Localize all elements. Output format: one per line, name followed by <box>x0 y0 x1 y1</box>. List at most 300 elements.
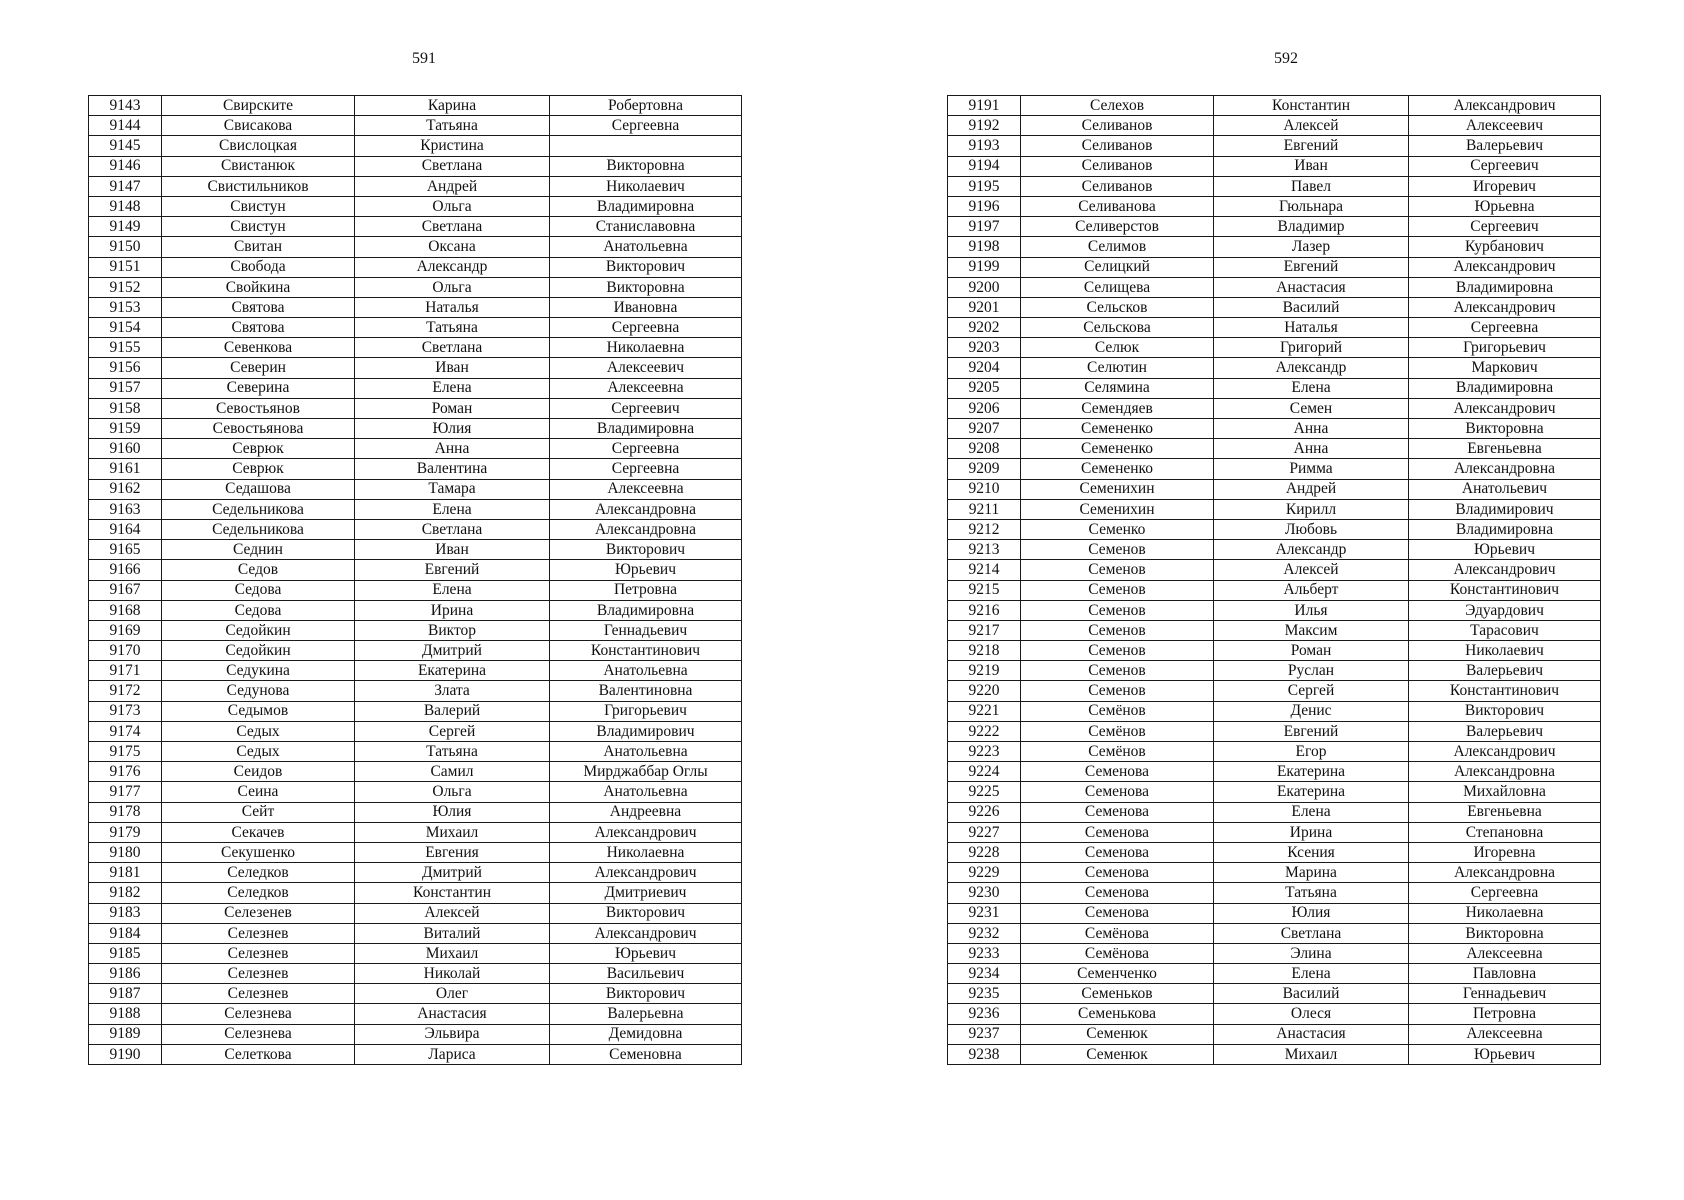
row-number-cell: 9145 <box>89 136 162 156</box>
table-row <box>89 903 742 923</box>
patronymic-cell: Григорьевич <box>550 701 742 721</box>
last-name-cell: Святова <box>162 318 355 338</box>
first-name-cell: Василий <box>1214 297 1409 317</box>
table-row <box>89 176 742 196</box>
last-name-cell: Семенов <box>1021 540 1214 560</box>
row-number-cell: 9211 <box>948 499 1021 519</box>
table-row <box>89 762 742 782</box>
patronymic-cell: Сергеевна <box>550 116 742 136</box>
table-row <box>948 237 1601 257</box>
row-number-cell: 9167 <box>89 580 162 600</box>
patronymic-cell: Юрьевна <box>1409 196 1601 216</box>
first-name-cell: Татьяна <box>355 116 550 136</box>
patronymic-cell: Викторович <box>550 540 742 560</box>
row-number-cell: 9162 <box>89 479 162 499</box>
first-name-cell: Валерий <box>355 701 550 721</box>
first-name-cell: Анастасия <box>1214 1024 1409 1044</box>
first-name-cell: Ольга <box>355 782 550 802</box>
table-row <box>948 984 1601 1004</box>
first-name-cell: Евгения <box>355 842 550 862</box>
patronymic-cell: Александровна <box>1409 863 1601 883</box>
table-row <box>89 964 742 984</box>
last-name-cell: Селямина <box>1021 378 1214 398</box>
first-name-cell: Татьяна <box>355 318 550 338</box>
first-name-cell: Юлия <box>355 802 550 822</box>
patronymic-cell: Николаевич <box>550 176 742 196</box>
last-name-cell: Селеткова <box>162 1044 355 1064</box>
patronymic-cell: Курбанович <box>1409 237 1601 257</box>
patronymic-cell: Александровна <box>550 499 742 519</box>
patronymic-cell: Александровна <box>550 519 742 539</box>
row-number-cell: 9233 <box>948 943 1021 963</box>
last-name-cell: Седунова <box>162 681 355 701</box>
row-number-cell: 9218 <box>948 641 1021 661</box>
last-name-cell: Селезнева <box>162 1004 355 1024</box>
table-row <box>948 96 1601 116</box>
patronymic-cell: Викторович <box>550 257 742 277</box>
row-number-cell: 9194 <box>948 156 1021 176</box>
first-name-cell: Максим <box>1214 620 1409 640</box>
first-name-cell: Андрей <box>355 176 550 196</box>
last-name-cell: Селезнев <box>162 923 355 943</box>
first-name-cell: Ольга <box>355 196 550 216</box>
last-name-cell: Селехов <box>1021 96 1214 116</box>
table-row <box>948 842 1601 862</box>
last-name-cell: Семендяев <box>1021 398 1214 418</box>
table-row <box>89 378 742 398</box>
table-row <box>89 479 742 499</box>
patronymic-cell: Робертовна <box>550 96 742 116</box>
first-name-cell: Светлана <box>355 156 550 176</box>
last-name-cell: Семенова <box>1021 863 1214 883</box>
table-row <box>948 943 1601 963</box>
row-number-cell: 9228 <box>948 842 1021 862</box>
table-row <box>948 721 1601 741</box>
first-name-cell: Александр <box>1214 540 1409 560</box>
patronymic-cell: Александрович <box>550 923 742 943</box>
table-row <box>89 519 742 539</box>
table-row <box>89 641 742 661</box>
row-number-cell: 9205 <box>948 378 1021 398</box>
table-row <box>89 257 742 277</box>
first-name-cell: Злата <box>355 681 550 701</box>
first-name-cell: Марина <box>1214 863 1409 883</box>
table-row <box>948 499 1601 519</box>
row-number-cell: 9180 <box>89 842 162 862</box>
last-name-cell: Свойкина <box>162 277 355 297</box>
first-name-cell: Юлия <box>355 419 550 439</box>
first-name-cell: Кирилл <box>1214 499 1409 519</box>
last-name-cell: Семенова <box>1021 762 1214 782</box>
row-number-cell: 9201 <box>948 297 1021 317</box>
first-name-cell: Анастасия <box>355 1004 550 1024</box>
patronymic-cell: Юрьевич <box>1409 540 1601 560</box>
table-row <box>89 277 742 297</box>
table-row <box>89 196 742 216</box>
table-row <box>89 863 742 883</box>
last-name-cell: Семенова <box>1021 903 1214 923</box>
first-name-cell: Гюльнара <box>1214 196 1409 216</box>
last-name-cell: Седов <box>162 560 355 580</box>
row-number-cell: 9164 <box>89 519 162 539</box>
table-row <box>948 641 1601 661</box>
last-name-cell: Семенова <box>1021 822 1214 842</box>
first-name-cell: Евгений <box>1214 257 1409 277</box>
first-name-cell: Ирина <box>1214 822 1409 842</box>
first-name-cell: Юлия <box>1214 903 1409 923</box>
table-row <box>89 156 742 176</box>
last-name-cell: Семенихин <box>1021 479 1214 499</box>
patronymic-cell: Владимирович <box>1409 499 1601 519</box>
table-row <box>948 297 1601 317</box>
first-name-cell: Самил <box>355 762 550 782</box>
last-name-cell: Седых <box>162 742 355 762</box>
last-name-cell: Семёнова <box>1021 943 1214 963</box>
table-row <box>89 338 742 358</box>
last-name-cell: Семенова <box>1021 883 1214 903</box>
first-name-cell: Алексей <box>1214 560 1409 580</box>
last-name-cell: Семенко <box>1021 519 1214 539</box>
last-name-cell: Сейт <box>162 802 355 822</box>
first-name-cell: Олег <box>355 984 550 1004</box>
last-name-cell: Сельсков <box>1021 297 1214 317</box>
register-table-left <box>88 95 742 1065</box>
patronymic-cell: Тарасович <box>1409 620 1601 640</box>
patronymic-cell: Викторович <box>550 903 742 923</box>
first-name-cell: Валентина <box>355 459 550 479</box>
patronymic-cell: Александровна <box>1409 459 1601 479</box>
first-name-cell: Сергей <box>355 721 550 741</box>
first-name-cell: Татьяна <box>1214 883 1409 903</box>
first-name-cell: Михаил <box>355 943 550 963</box>
patronymic-cell: Мирджаббар Оглы <box>550 762 742 782</box>
table-row <box>948 903 1601 923</box>
table-row <box>89 943 742 963</box>
patronymic-cell: Сергеевна <box>1409 318 1601 338</box>
table-row <box>89 297 742 317</box>
first-name-cell: Константин <box>355 883 550 903</box>
row-number-cell: 9236 <box>948 1004 1021 1024</box>
table-row <box>948 378 1601 398</box>
first-name-cell: Семен <box>1214 398 1409 418</box>
patronymic-cell: Николаевна <box>550 842 742 862</box>
table-row <box>948 217 1601 237</box>
last-name-cell: Секушенко <box>162 842 355 862</box>
row-number-cell: 9199 <box>948 257 1021 277</box>
patronymic-cell: Сергеевич <box>550 398 742 418</box>
row-number-cell: 9206 <box>948 398 1021 418</box>
last-name-cell: Свистильников <box>162 176 355 196</box>
first-name-cell: Карина <box>355 96 550 116</box>
first-name-cell: Светлана <box>355 338 550 358</box>
last-name-cell: Семеньков <box>1021 984 1214 1004</box>
last-name-cell: Семенов <box>1021 620 1214 640</box>
table-row <box>948 782 1601 802</box>
table-row <box>948 1004 1601 1024</box>
first-name-cell: Татьяна <box>355 742 550 762</box>
patronymic-cell: Юрьевич <box>1409 1044 1601 1064</box>
table-row <box>948 701 1601 721</box>
row-number-cell: 9193 <box>948 136 1021 156</box>
first-name-cell: Ольга <box>355 277 550 297</box>
last-name-cell: Селиванова <box>1021 196 1214 216</box>
table-row <box>948 318 1601 338</box>
last-name-cell: Севенкова <box>162 338 355 358</box>
table-row <box>948 156 1601 176</box>
first-name-cell: Виталий <box>355 923 550 943</box>
row-number-cell: 9229 <box>948 863 1021 883</box>
last-name-cell: Семенов <box>1021 641 1214 661</box>
row-number-cell: 9183 <box>89 903 162 923</box>
first-name-cell: Егор <box>1214 742 1409 762</box>
first-name-cell: Ксения <box>1214 842 1409 862</box>
patronymic-cell: Сергеевич <box>1409 156 1601 176</box>
last-name-cell: Семенихин <box>1021 499 1214 519</box>
table-row <box>948 398 1601 418</box>
first-name-cell: Владимир <box>1214 217 1409 237</box>
table-row <box>948 116 1601 136</box>
table-row <box>948 863 1601 883</box>
table-row <box>89 398 742 418</box>
first-name-cell: Анна <box>1214 419 1409 439</box>
first-name-cell: Роман <box>355 398 550 418</box>
patronymic-cell: Александрович <box>1409 297 1601 317</box>
table-row <box>89 560 742 580</box>
table-row <box>89 802 742 822</box>
row-number-cell: 9171 <box>89 661 162 681</box>
last-name-cell: Седельникова <box>162 499 355 519</box>
table-row <box>948 176 1601 196</box>
row-number-cell: 9147 <box>89 176 162 196</box>
last-name-cell: Северина <box>162 378 355 398</box>
row-number-cell: 9165 <box>89 540 162 560</box>
row-number-cell: 9217 <box>948 620 1021 640</box>
first-name-cell: Светлана <box>355 519 550 539</box>
last-name-cell: Селедков <box>162 883 355 903</box>
patronymic-cell: Анатольевна <box>550 742 742 762</box>
last-name-cell: Селезнев <box>162 984 355 1004</box>
row-number-cell: 9152 <box>89 277 162 297</box>
last-name-cell: Семененко <box>1021 419 1214 439</box>
row-number-cell: 9224 <box>948 762 1021 782</box>
patronymic-cell: Анатольевич <box>1409 479 1601 499</box>
table-row <box>948 338 1601 358</box>
patronymic-cell: Игоревна <box>1409 842 1601 862</box>
patronymic-cell: Алексеевна <box>1409 1024 1601 1044</box>
table-row <box>89 822 742 842</box>
patronymic-cell: Валерьевич <box>1409 136 1601 156</box>
table-row <box>89 237 742 257</box>
first-name-cell: Эльвира <box>355 1024 550 1044</box>
last-name-cell: Свистун <box>162 196 355 216</box>
patronymic-cell: Владимировна <box>1409 378 1601 398</box>
last-name-cell: Сеидов <box>162 762 355 782</box>
page-number-right: 592 <box>1274 50 1298 67</box>
row-number-cell: 9168 <box>89 600 162 620</box>
table-row <box>89 842 742 862</box>
patronymic-cell: Евгеньевна <box>1409 439 1601 459</box>
patronymic-cell: Валерьевич <box>1409 661 1601 681</box>
first-name-cell: Константин <box>1214 96 1409 116</box>
table-row <box>948 196 1601 216</box>
table-row <box>89 459 742 479</box>
row-number-cell: 9237 <box>948 1024 1021 1044</box>
last-name-cell: Севостьянова <box>162 419 355 439</box>
row-number-cell: 9221 <box>948 701 1021 721</box>
patronymic-cell: Станиславовна <box>550 217 742 237</box>
row-number-cell: 9196 <box>948 196 1021 216</box>
row-number-cell: 9197 <box>948 217 1021 237</box>
row-number-cell: 9189 <box>89 1024 162 1044</box>
last-name-cell: Семенченко <box>1021 964 1214 984</box>
row-number-cell: 9178 <box>89 802 162 822</box>
last-name-cell: Северин <box>162 358 355 378</box>
row-number-cell: 9202 <box>948 318 1021 338</box>
patronymic-cell: Маркович <box>1409 358 1601 378</box>
row-number-cell: 9148 <box>89 196 162 216</box>
patronymic-cell: Степановна <box>1409 822 1601 842</box>
patronymic-cell: Демидовна <box>550 1024 742 1044</box>
row-number-cell: 9185 <box>89 943 162 963</box>
last-name-cell: Семенюк <box>1021 1024 1214 1044</box>
patronymic-cell: Алексеевна <box>550 479 742 499</box>
row-number-cell: 9157 <box>89 378 162 398</box>
first-name-cell: Илья <box>1214 600 1409 620</box>
table-row <box>948 136 1601 156</box>
row-number-cell: 9177 <box>89 782 162 802</box>
row-number-cell: 9173 <box>89 701 162 721</box>
row-number-cell: 9234 <box>948 964 1021 984</box>
row-number-cell: 9222 <box>948 721 1021 741</box>
row-number-cell: 9169 <box>89 620 162 640</box>
patronymic-cell: Николаевна <box>1409 903 1601 923</box>
row-number-cell: 9161 <box>89 459 162 479</box>
table-row <box>89 701 742 721</box>
first-name-cell: Денис <box>1214 701 1409 721</box>
patronymic-cell: Александрович <box>1409 96 1601 116</box>
first-name-cell: Василий <box>1214 984 1409 1004</box>
first-name-cell: Михаил <box>355 822 550 842</box>
table-row <box>89 217 742 237</box>
row-number-cell: 9200 <box>948 277 1021 297</box>
patronymic-cell: Ивановна <box>550 297 742 317</box>
row-number-cell: 9235 <box>948 984 1021 1004</box>
table-row <box>948 358 1601 378</box>
table-row <box>89 782 742 802</box>
table-row <box>948 802 1601 822</box>
row-number-cell: 9146 <box>89 156 162 176</box>
table-row <box>89 1024 742 1044</box>
patronymic-cell: Геннадьевич <box>1409 984 1601 1004</box>
patronymic-cell: Сергеевна <box>550 459 742 479</box>
last-name-cell: Седнин <box>162 540 355 560</box>
patronymic-cell: Александрович <box>550 822 742 842</box>
row-number-cell: 9174 <box>89 721 162 741</box>
patronymic-cell: Викторовна <box>1409 923 1601 943</box>
first-name-cell: Андрей <box>1214 479 1409 499</box>
row-number-cell: 9156 <box>89 358 162 378</box>
last-name-cell: Селиванов <box>1021 116 1214 136</box>
first-name-cell: Иван <box>1214 156 1409 176</box>
first-name-cell: Ирина <box>355 600 550 620</box>
last-name-cell: Семёнов <box>1021 742 1214 762</box>
last-name-cell: Селюк <box>1021 338 1214 358</box>
first-name-cell: Римма <box>1214 459 1409 479</box>
patronymic-cell: Владимировна <box>1409 519 1601 539</box>
first-name-cell: Олеся <box>1214 1004 1409 1024</box>
first-name-cell: Оксана <box>355 237 550 257</box>
last-name-cell: Сельскова <box>1021 318 1214 338</box>
row-number-cell: 9214 <box>948 560 1021 580</box>
patronymic-cell: Николаевич <box>1409 641 1601 661</box>
last-name-cell: Свистун <box>162 217 355 237</box>
row-number-cell: 9176 <box>89 762 162 782</box>
row-number-cell: 9187 <box>89 984 162 1004</box>
last-name-cell: Севрюк <box>162 439 355 459</box>
patronymic-cell: Игоревич <box>1409 176 1601 196</box>
row-number-cell: 9212 <box>948 519 1021 539</box>
row-number-cell: 9153 <box>89 297 162 317</box>
first-name-cell: Анна <box>355 439 550 459</box>
last-name-cell: Семёнов <box>1021 721 1214 741</box>
row-number-cell: 9179 <box>89 822 162 842</box>
row-number-cell: 9210 <box>948 479 1021 499</box>
first-name-cell: Алексей <box>1214 116 1409 136</box>
row-number-cell: 9192 <box>948 116 1021 136</box>
first-name-cell: Альберт <box>1214 580 1409 600</box>
row-number-cell: 9220 <box>948 681 1021 701</box>
row-number-cell: 9159 <box>89 419 162 439</box>
last-name-cell: Семенов <box>1021 560 1214 580</box>
patronymic-cell: Павловна <box>1409 964 1601 984</box>
table-row <box>948 459 1601 479</box>
table-row <box>89 318 742 338</box>
last-name-cell: Селютин <box>1021 358 1214 378</box>
first-name-cell: Павел <box>1214 176 1409 196</box>
last-name-cell: Селищева <box>1021 277 1214 297</box>
first-name-cell: Любовь <box>1214 519 1409 539</box>
table-row <box>948 560 1601 580</box>
last-name-cell: Селезнева <box>162 1024 355 1044</box>
table-row <box>948 580 1601 600</box>
table-row <box>948 661 1601 681</box>
row-number-cell: 9232 <box>948 923 1021 943</box>
patronymic-cell: Викторович <box>1409 701 1601 721</box>
row-number-cell: 9143 <box>89 96 162 116</box>
table-row <box>89 116 742 136</box>
table-row <box>89 661 742 681</box>
patronymic-cell: Михайловна <box>1409 782 1601 802</box>
first-name-cell: Сергей <box>1214 681 1409 701</box>
patronymic-cell: Сергеевна <box>550 439 742 459</box>
row-number-cell: 9195 <box>948 176 1021 196</box>
patronymic-cell: Васильевич <box>550 964 742 984</box>
first-name-cell: Екатерина <box>1214 762 1409 782</box>
patronymic-cell: Александрович <box>1409 398 1601 418</box>
patronymic-cell: Алексеевич <box>1409 116 1601 136</box>
first-name-cell: Наталья <box>355 297 550 317</box>
table-row <box>948 681 1601 701</box>
patronymic-cell: Алексеевна <box>550 378 742 398</box>
last-name-cell: Седова <box>162 580 355 600</box>
patronymic-cell: Геннадьевич <box>550 620 742 640</box>
table-row <box>948 439 1601 459</box>
first-name-cell: Александр <box>1214 358 1409 378</box>
patronymic-cell: Юрьевич <box>550 943 742 963</box>
patronymic-cell: Петровна <box>550 580 742 600</box>
last-name-cell: Семёнов <box>1021 701 1214 721</box>
patronymic-cell: Валентиновна <box>550 681 742 701</box>
